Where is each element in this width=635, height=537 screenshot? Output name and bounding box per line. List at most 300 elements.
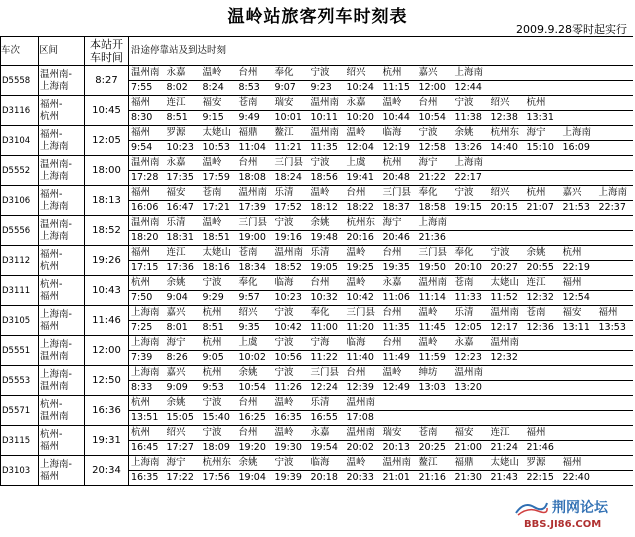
- header-stops: 沿途停靠站及到达时刻: [129, 37, 633, 66]
- stop-time: 9:15: [201, 111, 237, 126]
- stop-station: 福州: [129, 126, 165, 141]
- stop-time: 20:27: [489, 261, 525, 276]
- departure-time: 10:43: [85, 276, 129, 306]
- stop-station: 罗源: [525, 456, 561, 471]
- stop-station: 永嘉: [453, 336, 489, 351]
- route-line: 福州: [40, 290, 60, 302]
- stop-station: 乐清: [309, 246, 345, 261]
- stop-time: 9:09: [165, 381, 201, 396]
- stop-station: [525, 216, 561, 231]
- stop-time: 10:56: [273, 351, 309, 366]
- timetable: [0, 36, 633, 486]
- stop-time: 12:49: [381, 381, 417, 396]
- stop-station: 苍南: [453, 276, 489, 291]
- train-row: [1, 396, 633, 411]
- stop-station: 温州南: [309, 126, 345, 141]
- stop-time: 18:56: [309, 171, 345, 186]
- stop-station: 永嘉: [345, 96, 381, 111]
- stop-station: 福州: [129, 186, 165, 201]
- stop-time: 13:53: [597, 321, 633, 336]
- stop-time: 21:22: [417, 171, 453, 186]
- train-row: [1, 426, 633, 441]
- stop-station: [489, 396, 525, 411]
- stop-time: 12:32: [489, 351, 525, 366]
- stop-station: 上海南: [129, 456, 165, 471]
- stop-time: 11:04: [237, 141, 273, 156]
- stop-station: [597, 456, 633, 471]
- train-route: [39, 186, 85, 216]
- stop-station: 上海南: [453, 156, 489, 171]
- train-number: D3116: [1, 96, 39, 126]
- stop-station: [453, 216, 489, 231]
- stop-station: 温岭: [417, 336, 453, 351]
- stop-station: 温州南: [345, 396, 381, 411]
- stop-station: 上海南: [453, 66, 489, 81]
- route-line: 福州-: [40, 98, 63, 110]
- stop-time: [453, 411, 489, 426]
- stop-time: [489, 231, 525, 246]
- route-line: 福州: [40, 320, 60, 332]
- stop-station: 三门县: [309, 366, 345, 381]
- stop-time: 13:03: [417, 381, 453, 396]
- stop-time: 19:54: [309, 441, 345, 456]
- train-number: D5556: [1, 216, 39, 246]
- stop-station: [597, 156, 633, 171]
- stop-time: 12:58: [417, 141, 453, 156]
- stop-station: [561, 366, 597, 381]
- train-number: D3115: [1, 426, 39, 456]
- stop-time: 16:45: [129, 441, 165, 456]
- stop-time: 21:16: [417, 471, 453, 486]
- stop-station: 福安: [561, 306, 597, 321]
- route-line: 福州-: [40, 128, 63, 140]
- train-row: [1, 276, 633, 291]
- stop-station: [525, 156, 561, 171]
- stop-station: 温岭: [201, 156, 237, 171]
- stop-time: [597, 471, 633, 486]
- route-line: 上海南-: [40, 338, 72, 350]
- stop-station: [597, 276, 633, 291]
- stop-station: 绍兴: [165, 426, 201, 441]
- stop-time: 18:31: [165, 231, 201, 246]
- stop-station: 余姚: [237, 456, 273, 471]
- stop-time: 10:20: [345, 111, 381, 126]
- stop-time: [597, 261, 633, 276]
- stop-time: [597, 291, 633, 306]
- stop-station: 台州: [345, 366, 381, 381]
- train-route: [39, 246, 85, 276]
- stop-station: 台州: [237, 426, 273, 441]
- stop-time: 17:59: [201, 171, 237, 186]
- stop-time: 10:32: [309, 291, 345, 306]
- stop-station: [597, 216, 633, 231]
- stop-time: 12:04: [345, 141, 381, 156]
- stop-time: 13:20: [453, 381, 489, 396]
- header-departure-line2: 车时间: [90, 51, 123, 64]
- stop-station: 宁波: [417, 126, 453, 141]
- stop-station: [597, 246, 633, 261]
- train-row: [1, 306, 633, 321]
- stop-station: 乐清: [165, 216, 201, 231]
- stop-time: 21:53: [561, 201, 597, 216]
- stop-time: [489, 81, 525, 96]
- stop-station: 上海南: [417, 216, 453, 231]
- stop-station: [525, 366, 561, 381]
- stop-station: 连江: [489, 426, 525, 441]
- stop-station: 上海南: [597, 186, 633, 201]
- stop-time: 18:09: [201, 441, 237, 456]
- stop-time: 8:01: [165, 321, 201, 336]
- stop-time: 11:35: [381, 321, 417, 336]
- train-number: D5571: [1, 396, 39, 426]
- stop-time: 22:37: [597, 201, 633, 216]
- stop-station: 连江: [165, 246, 201, 261]
- stop-time: 9:35: [237, 321, 273, 336]
- departure-time: 12:50: [85, 366, 129, 396]
- stop-station: [381, 396, 417, 411]
- stop-time: 11:33: [453, 291, 489, 306]
- stop-station: 杭州: [129, 396, 165, 411]
- stop-time: 11:38: [453, 111, 489, 126]
- route-line: 杭州-: [40, 428, 63, 440]
- stop-time: 9:04: [165, 291, 201, 306]
- stop-station: 上海南: [129, 366, 165, 381]
- stop-time: [561, 81, 597, 96]
- stop-time: 18:12: [309, 201, 345, 216]
- stop-station: [489, 156, 525, 171]
- stop-station: 宁波: [201, 276, 237, 291]
- stop-station: 杭州东: [345, 216, 381, 231]
- stop-station: 嘉兴: [165, 366, 201, 381]
- stop-station: [417, 396, 453, 411]
- forum-logo-icon: [514, 499, 548, 517]
- stop-time: 10:24: [345, 81, 381, 96]
- stop-station: 三门县: [273, 156, 309, 171]
- stop-time: 21:30: [453, 471, 489, 486]
- stop-station: 临海: [381, 126, 417, 141]
- stop-station: 温岭: [345, 246, 381, 261]
- stop-time: 18:24: [273, 171, 309, 186]
- stop-station: 温州南: [273, 246, 309, 261]
- stop-time: 19:00: [237, 231, 273, 246]
- stop-station: [561, 66, 597, 81]
- departure-time: 16:36: [85, 396, 129, 426]
- stop-time: 11:06: [381, 291, 417, 306]
- stop-station: 温岭: [201, 216, 237, 231]
- route-line: 温州南-: [40, 218, 72, 230]
- watermark: [512, 497, 635, 537]
- stop-station: [561, 96, 597, 111]
- route-line: 福州: [40, 470, 60, 482]
- stop-station: 临海: [273, 276, 309, 291]
- stop-time: 15:10: [525, 141, 561, 156]
- stop-time: 11:35: [309, 141, 345, 156]
- train-route: [39, 276, 85, 306]
- stop-time: 12:39: [345, 381, 381, 396]
- stop-station: [525, 396, 561, 411]
- stop-station: 永嘉: [381, 276, 417, 291]
- stop-time: 20:55: [525, 261, 561, 276]
- stop-time: 21:00: [453, 441, 489, 456]
- stop-time: 18:08: [237, 171, 273, 186]
- stop-station: 嘉兴: [561, 186, 597, 201]
- train-route: [39, 306, 85, 336]
- stop-station: 三门县: [345, 306, 381, 321]
- stop-time: 20:33: [345, 471, 381, 486]
- stop-station: 温州南: [345, 426, 381, 441]
- stop-station: 宁波: [453, 96, 489, 111]
- stop-time: 10:54: [417, 111, 453, 126]
- stop-station: 宁波: [273, 456, 309, 471]
- stop-time: 17:15: [129, 261, 165, 276]
- stop-station: 海宁: [381, 216, 417, 231]
- stop-station: 台州: [381, 336, 417, 351]
- route-line: 杭州: [40, 260, 60, 272]
- stop-time: [525, 411, 561, 426]
- stop-station: 温州南: [489, 306, 525, 321]
- stop-station: 苍南: [237, 96, 273, 111]
- stop-time: [597, 111, 633, 126]
- stop-station: 绅坊: [417, 366, 453, 381]
- train-number: D3104: [1, 126, 39, 156]
- stop-time: 10:44: [381, 111, 417, 126]
- stop-time: 19:48: [309, 231, 345, 246]
- route-line: 杭州-: [40, 398, 63, 410]
- train-row: [1, 216, 633, 231]
- stop-time: 12:05: [453, 321, 489, 336]
- stop-station: 嘉兴: [165, 306, 201, 321]
- stop-time: [597, 81, 633, 96]
- page-title: 温岭站旅客列车时刻表: [227, 7, 408, 27]
- stop-time: 21:43: [489, 471, 525, 486]
- stop-time: [597, 351, 633, 366]
- stop-station: 永嘉: [165, 156, 201, 171]
- stop-time: 17:27: [165, 441, 201, 456]
- stop-station: 苍南: [201, 186, 237, 201]
- stop-time: 22:17: [453, 171, 489, 186]
- stop-station: 奉化: [237, 276, 273, 291]
- stop-time: 9:49: [237, 111, 273, 126]
- stop-time: 18:22: [345, 201, 381, 216]
- stop-station: 绍兴: [489, 96, 525, 111]
- stop-time: 22:40: [561, 471, 597, 486]
- stop-time: 21:07: [525, 201, 561, 216]
- stop-time: 21:36: [417, 231, 453, 246]
- stop-time: 17:52: [273, 201, 309, 216]
- stop-time: 9:53: [201, 381, 237, 396]
- train-number: D5551: [1, 336, 39, 366]
- stop-station: 杭州: [201, 336, 237, 351]
- stop-station: [561, 216, 597, 231]
- departure-time: 19:26: [85, 246, 129, 276]
- stop-time: [597, 381, 633, 396]
- stop-time: 12:17: [489, 321, 525, 336]
- stop-station: 连江: [525, 276, 561, 291]
- stop-station: 宁波: [453, 186, 489, 201]
- stop-station: 杭州: [201, 306, 237, 321]
- stop-station: 太姥山: [489, 456, 525, 471]
- stop-time: 12:38: [489, 111, 525, 126]
- stop-time: 11:15: [381, 81, 417, 96]
- stop-station: 温岭: [345, 276, 381, 291]
- stop-station: [597, 396, 633, 411]
- stop-time: [561, 111, 597, 126]
- stop-time: 17:35: [165, 171, 201, 186]
- stop-time: [597, 141, 633, 156]
- stop-station: 台州: [381, 246, 417, 261]
- stop-time: 11:00: [309, 321, 345, 336]
- stop-time: 17:39: [237, 201, 273, 216]
- stop-station: 绍兴: [489, 186, 525, 201]
- stop-station: 温州南: [237, 186, 273, 201]
- stop-time: 21:24: [489, 441, 525, 456]
- stop-time: [597, 441, 633, 456]
- stop-time: 17:36: [165, 261, 201, 276]
- stop-time: 22:15: [525, 471, 561, 486]
- stop-time: 12:54: [561, 291, 597, 306]
- stop-time: 9:57: [237, 291, 273, 306]
- stop-time: [561, 381, 597, 396]
- stop-time: 18:16: [201, 261, 237, 276]
- stop-station: 上海南: [129, 336, 165, 351]
- departure-time: 12:05: [85, 126, 129, 156]
- stop-time: 16:25: [237, 411, 273, 426]
- stop-station: 温州南: [417, 276, 453, 291]
- stop-station: 奉化: [453, 246, 489, 261]
- stop-time: 10:42: [345, 291, 381, 306]
- route-line: 杭州: [40, 110, 60, 122]
- stop-station: 乐清: [309, 396, 345, 411]
- stop-time: 10:02: [237, 351, 273, 366]
- stop-time: [489, 411, 525, 426]
- train-route: [39, 366, 85, 396]
- stop-time: 20:10: [453, 261, 489, 276]
- stop-station: 福鼎: [237, 126, 273, 141]
- train-row: [1, 96, 633, 111]
- stop-time: [561, 171, 597, 186]
- stop-station: 温州南: [453, 366, 489, 381]
- stop-station: 瑞安: [381, 426, 417, 441]
- stop-station: 温岭: [345, 456, 381, 471]
- stop-time: 11:40: [345, 351, 381, 366]
- stop-station: 瑞安: [273, 96, 309, 111]
- stop-station: 台州: [237, 156, 273, 171]
- stop-time: 12:23: [453, 351, 489, 366]
- stop-station: [489, 66, 525, 81]
- stop-station: 温岭: [381, 366, 417, 381]
- stop-time: 12:24: [309, 381, 345, 396]
- stop-time: 20:46: [381, 231, 417, 246]
- stop-time: 12:32: [525, 291, 561, 306]
- stop-station: 杭州: [201, 366, 237, 381]
- stop-time: 7:50: [129, 291, 165, 306]
- route-line: 温州南: [40, 380, 69, 392]
- stop-time: 21:01: [381, 471, 417, 486]
- stop-station: 福州: [525, 426, 561, 441]
- stop-station: 温州南: [129, 156, 165, 171]
- stop-station: 温岭: [381, 96, 417, 111]
- stop-time: 22:19: [561, 261, 597, 276]
- stop-time: 17:56: [201, 471, 237, 486]
- train-row: [1, 156, 633, 171]
- stop-time: 13:11: [561, 321, 597, 336]
- train-row: [1, 186, 633, 201]
- train-route: [39, 456, 85, 486]
- stop-time: 19:30: [273, 441, 309, 456]
- departure-time: 12:00: [85, 336, 129, 366]
- header-departure-line1: 本站开: [90, 38, 123, 51]
- stop-station: 杭州: [561, 246, 597, 261]
- stop-time: 11:20: [345, 321, 381, 336]
- stop-station: 宁波: [273, 306, 309, 321]
- departure-time: 18:52: [85, 216, 129, 246]
- stop-station: 三门县: [381, 186, 417, 201]
- stop-time: 18:58: [417, 201, 453, 216]
- stop-station: 杭州东: [489, 126, 525, 141]
- train-number: D3111: [1, 276, 39, 306]
- stop-time: 10:11: [309, 111, 345, 126]
- route-line: 上海南: [40, 140, 69, 152]
- stop-station: 苍南: [525, 306, 561, 321]
- stop-station: [597, 66, 633, 81]
- departure-time: 10:45: [85, 96, 129, 126]
- stop-time: [597, 231, 633, 246]
- train-number: D3105: [1, 306, 39, 336]
- stop-station: 福州: [597, 306, 633, 321]
- stop-station: 上海南: [561, 126, 597, 141]
- stop-time: 13:51: [129, 411, 165, 426]
- route-line: 福州-: [40, 188, 63, 200]
- train-number: D3112: [1, 246, 39, 276]
- effective-date: 2009.9.28零时起实行: [516, 23, 627, 36]
- stop-station: 温岭: [345, 126, 381, 141]
- train-route: [39, 396, 85, 426]
- stop-time: 21:46: [525, 441, 561, 456]
- stop-station: [489, 216, 525, 231]
- stop-station: 福州: [561, 276, 597, 291]
- stop-time: 11:21: [273, 141, 309, 156]
- stop-station: 连江: [165, 96, 201, 111]
- stop-station: 杭州: [381, 156, 417, 171]
- stop-time: 20:25: [417, 441, 453, 456]
- departure-time: 11:46: [85, 306, 129, 336]
- stop-station: 鳌江: [273, 126, 309, 141]
- stop-station: 温州南: [489, 336, 525, 351]
- stop-station: 余姚: [237, 366, 273, 381]
- stop-time: [453, 231, 489, 246]
- stop-time: 19:20: [237, 441, 273, 456]
- stop-station: 余姚: [453, 126, 489, 141]
- stop-station: 永嘉: [309, 426, 345, 441]
- train-route: [39, 216, 85, 246]
- route-line: 上海南-: [40, 458, 72, 470]
- stop-time: [489, 381, 525, 396]
- stop-time: 10:54: [237, 381, 273, 396]
- stop-time: 8:24: [201, 81, 237, 96]
- stop-station: 福州: [129, 246, 165, 261]
- stop-station: 太姥山: [201, 246, 237, 261]
- stop-time: 9:29: [201, 291, 237, 306]
- stop-time: 18:34: [237, 261, 273, 276]
- stop-time: 16:55: [309, 411, 345, 426]
- stop-time: 19:50: [417, 261, 453, 276]
- stop-station: 临海: [345, 336, 381, 351]
- stop-time: 8:02: [165, 81, 201, 96]
- stop-time: 9:07: [273, 81, 309, 96]
- stop-time: 20:13: [381, 441, 417, 456]
- stop-time: 8:26: [165, 351, 201, 366]
- stop-station: [561, 426, 597, 441]
